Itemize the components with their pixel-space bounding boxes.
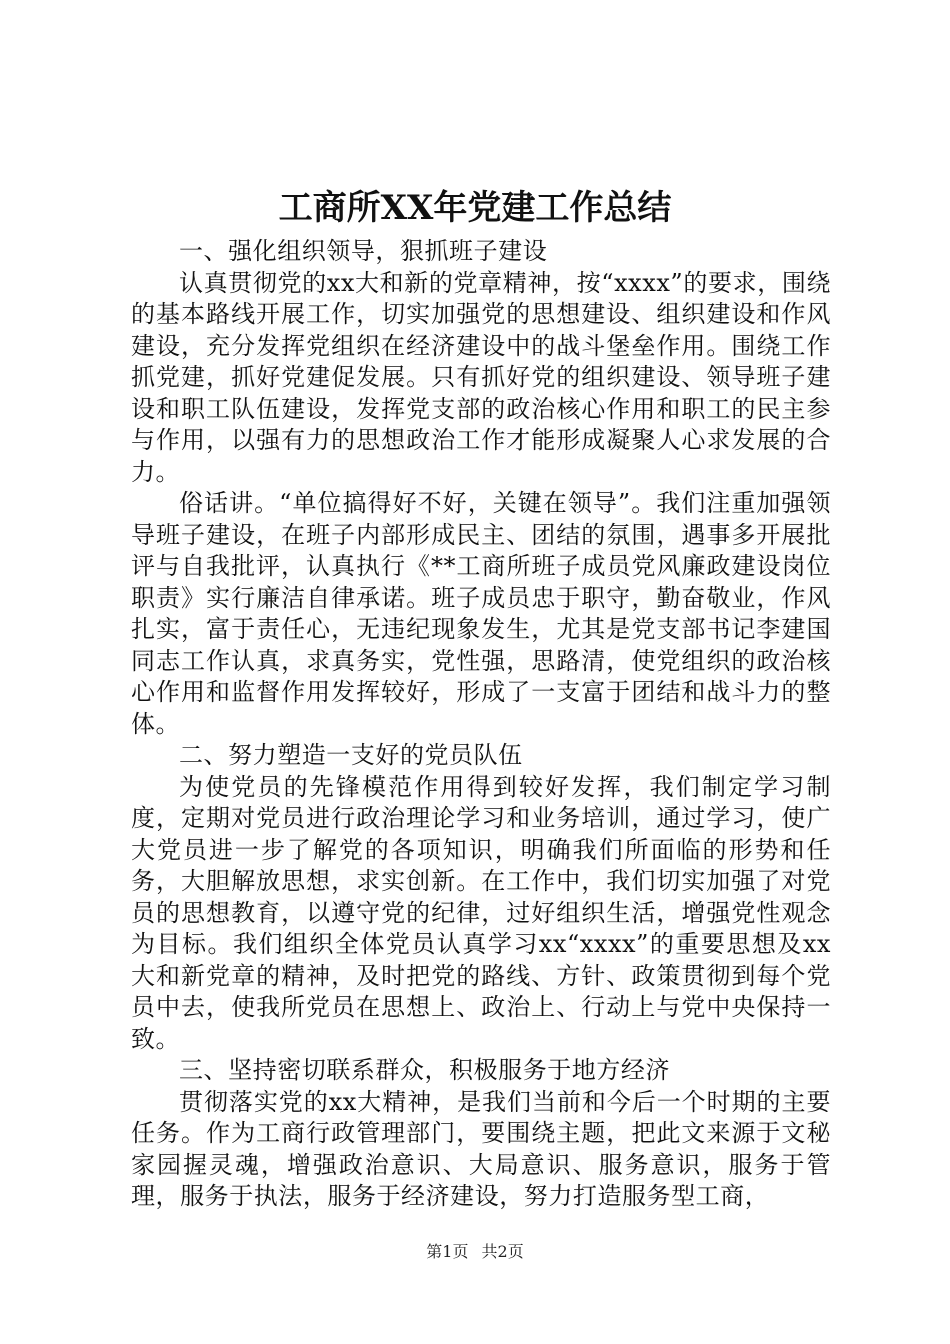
section-heading-1: 一、强化组织领导，狠抓班子建设 (179, 237, 548, 265)
page-footer (0, 1242, 950, 1262)
paragraph-1: 认真贯彻党的xx大和新的党章精神，按“xxxx”的要求，围绕的基本路线开展工作，切实加强党的思想建设、组织建设和作风建设，充分发挥党组织在经济建设中的战斗堡垒作用。围绕工作抓党建，抓好党建促发展。只有抓好党的组织建设、领导班子建设和职工队伍建设，发挥党支部的政治核心作用和职工的民主参与作用，以强有力的思想政治工作才能形成凝聚人心求发展的合力。 (131, 268, 831, 486)
page-number: 第1页 (426, 1242, 469, 1261)
paragraph-4: 贯彻落实党的xx大精神，是我们当前和今后一个时期的主要任务。作为工商行政管理部门，要围绕主题，把此文来源于文秘家园握灵魂，增强政治意识、大局意识、服务意识，服务于管理，服务于执法，服务于经济建设，努力打造服务型工商， (131, 1087, 831, 1210)
section-heading-3: 三、坚持密切联系群众，积极服务于地方经济 (179, 1056, 670, 1084)
document-body (131, 236, 831, 1213)
page-total: 共2页 (481, 1242, 524, 1261)
document-title: 工商所XX年党建工作总结 (278, 188, 672, 228)
section-heading-2: 二、努力塑造一支好的党员队伍 (179, 741, 523, 769)
paragraph-3: 为使党员的先锋模范作用得到较好发挥，我们制定学习制度，定期对党员进行政治理论学习和业务培训，通过学习，使广大党员进一步了解党的各项知识，明确我们所面临的形势和任务，大胆解放思想，求实创新。在工作中，我们切实加强了对党员的思想教育，以遵守党的纪律，过好组织生活，增强党性观念为目标。我们组织全体党员认真学习xx“xxxx”的重要思想及xx大和新党章的精神，及时把党的路线、方针、政策贯彻到每个党员中去，使我所党员在思想上、政治上、行动上与党中央保持一致。 (131, 772, 831, 1053)
paragraph-2: 俗话讲。“单位搞得好不好，关键在领导”。我们注重加强领导班子建设，在班子内部形成民主、团结的氛围，遇事多开展批评与自我批评，认真执行《**工商所班子成员党风廉政建设岗位职责》实行廉洁自律承诺。班子成员忠于职守，勤奋敬业，作风扎实，富于责任心，无违纪现象发生，尤其是党支部书记李建国同志工作认真，求真务实，党性强，思路清，使党组织的政治核心作用和监督作用发挥较好，形成了一支富于团结和战斗力的整体。 (131, 489, 831, 738)
